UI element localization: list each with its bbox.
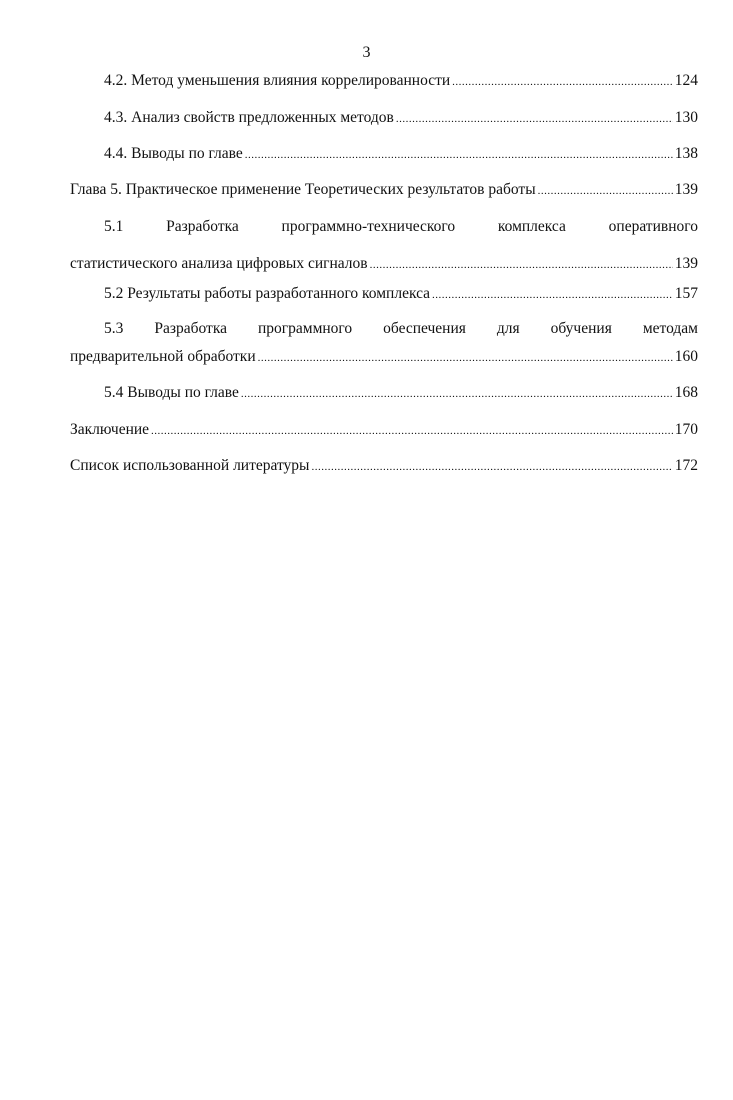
dot-leader: [245, 149, 673, 161]
toc-word: обеспечения: [383, 320, 466, 337]
toc-entry-page: 157: [674, 285, 698, 302]
toc-entry-title-line2: статистического анализа цифровых сигналов: [70, 255, 368, 272]
toc-entry-5-1[interactable]: [70, 218, 698, 275]
toc-word: Разработка: [166, 218, 239, 235]
toc-word: 5.3: [104, 320, 124, 337]
toc-entry-page: 170: [674, 421, 698, 438]
page-number: 3: [362, 44, 371, 61]
toc-entry-title-line1: [70, 218, 698, 238]
dot-leader: [151, 425, 673, 437]
toc-entry-title: 4.4. Выводы по главе: [104, 145, 243, 162]
dot-leader: [432, 289, 673, 301]
toc-entry-5-3[interactable]: [70, 320, 698, 368]
dot-leader: [452, 76, 673, 88]
toc-entry-4-4[interactable]: [70, 145, 698, 165]
toc-word: программного: [257, 320, 353, 337]
toc-word: программно-технического: [281, 218, 456, 235]
toc-entry-title: 5.4 Выводы по главе: [104, 384, 239, 401]
toc-entry-title: 4.3. Анализ свойств предложенных методов: [104, 109, 394, 126]
dot-leader: [311, 461, 672, 473]
toc-word: Разработка: [154, 320, 227, 337]
toc-entry-title-line1: [70, 320, 698, 340]
toc-word: методам: [642, 320, 698, 337]
toc-entry-page: 168: [674, 384, 698, 401]
toc-entry-references[interactable]: [70, 457, 698, 477]
toc-entry-page: 172: [674, 457, 698, 474]
toc-entry-page: 124: [674, 72, 698, 89]
dot-leader: [370, 259, 673, 271]
toc-entry-page: 139: [674, 255, 698, 272]
toc-entry-page: 130: [674, 109, 698, 126]
toc-entry-conclusion[interactable]: [70, 421, 698, 441]
toc-word: 5.1: [104, 218, 124, 235]
toc-entry-title: 5.2 Результаты работы разработанного комплекса: [104, 285, 431, 302]
toc-word: комплекса: [497, 218, 566, 235]
toc-entry-page: 139: [674, 181, 698, 198]
toc-entry-5-2[interactable]: [70, 285, 698, 305]
toc-entry-5-4[interactable]: [70, 384, 698, 404]
toc-entry-title: 4.2. Метод уменьшения влияния коррелированности: [104, 72, 451, 89]
toc-entry-4-2[interactable]: [70, 72, 698, 92]
dot-leader: [538, 185, 673, 197]
toc-entry-title: Заключение: [70, 421, 150, 438]
toc-word: для: [496, 320, 520, 337]
toc-entry-chapter-5[interactable]: [70, 181, 698, 201]
toc-entry-title-line2: предварительной обработки: [70, 348, 256, 365]
dot-leader: [396, 113, 673, 125]
toc-entry-4-3[interactable]: [70, 109, 698, 129]
toc-entry-title: Глава 5. Практическое применение Теоретических результатов работы: [70, 181, 536, 198]
toc-word: обучения: [550, 320, 612, 337]
toc-entry-title: Список использованной литературы: [70, 457, 310, 474]
dot-leader: [241, 388, 673, 400]
dot-leader: [258, 352, 673, 364]
toc-entry-page: 160: [674, 348, 698, 365]
toc-word: оперативного: [608, 218, 698, 235]
toc-entry-page: 138: [674, 145, 698, 162]
